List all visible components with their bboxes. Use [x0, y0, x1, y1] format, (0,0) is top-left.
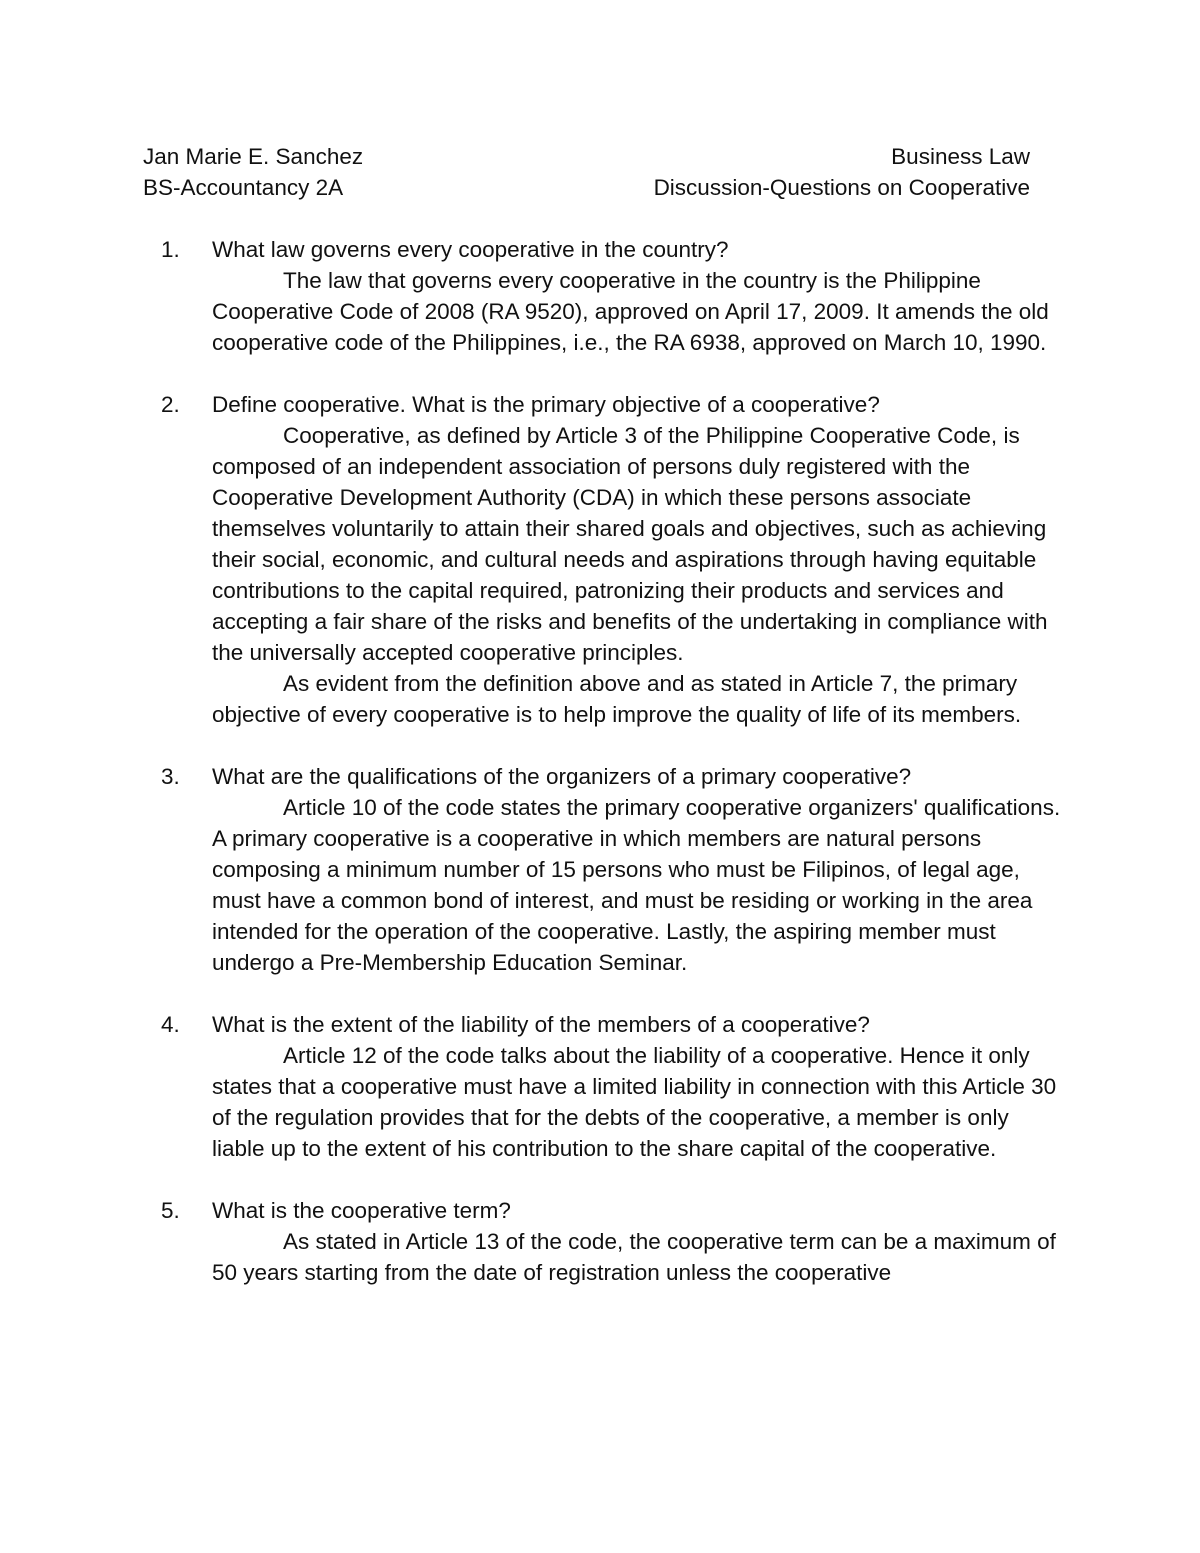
answer-paragraph: Cooperative, as defined by Article 3 of the Philippine Cooperative Code, is composed of an independent association of persons duly registered with the Cooperative Development Authority (CDA) in which these persons associate themselves voluntarily to attain their shared goals and objectives, such as achieving their social, economic, and cultural needs and aspirations through having equitable contributions to the capital required, patronizing their products and services and accepting a fair share of the risks and benefits of the undertaking in compliance with the universally accepted cooperative principles.	[212, 423, 1048, 665]
question-item	[143, 389, 1063, 730]
answer-paragraph: Article 10 of the code states the primary cooperative organizers' qualifications. A primary cooperative is a cooperative in which members are natural persons composing a minimum number of 15 persons who must be Filipinos, of legal age, must have a common bond of interest, and must be residing or working in the area intended for the operation of the cooperative. Lastly, the aspiring member must undergo a Pre-Membership Education Seminar.	[212, 795, 1061, 975]
question-item	[143, 1009, 1063, 1164]
question-list	[143, 234, 1063, 1319]
question-number: 4.	[161, 1012, 180, 1037]
answer-paragraph: Article 12 of the code talks about the liability of a cooperative. Hence it only states that a cooperative must have a limited liability in connection with this Article 30 of the regulation provides that for the debts of the cooperative, a member is only liable up to the extent of his contribution to the share capital of the cooperative.	[212, 1043, 1057, 1161]
question-number: 2.	[161, 392, 180, 417]
document-topic: Discussion-Questions on Cooperative	[653, 175, 1030, 200]
question-number: 1.	[161, 237, 180, 262]
student-course: BS-Accountancy 2A	[143, 175, 344, 200]
answer-paragraph: The law that governs every cooperative in the country is the Philippine Cooperative Code of 2008 (RA 9520), approved on April 17, 2009. It amends the old cooperative code of the Philippines, i.e., the RA 6938, approved on March 10, 1990.	[212, 268, 1049, 355]
question-item	[143, 761, 1063, 978]
question-item	[143, 234, 1063, 358]
question-text: What are the qualifications of the organizers of a primary cooperative?	[212, 764, 912, 789]
question-text: What is the extent of the liability of the members of a cooperative?	[212, 1012, 870, 1037]
subject-title: Business Law	[891, 144, 1030, 169]
answer-paragraph: As evident from the definition above and as stated in Article 7, the primary objective of every cooperative is to help improve the quality of life of its members.	[212, 671, 1022, 727]
question-text: What law governs every cooperative in the country?	[212, 237, 729, 262]
header-row-1	[143, 141, 1030, 172]
question-text: Define cooperative. What is the primary objective of a cooperative?	[212, 392, 880, 417]
question-number: 5.	[161, 1198, 180, 1223]
header-row-2	[143, 172, 1030, 203]
question-item	[143, 1195, 1063, 1288]
question-text: What is the cooperative term?	[212, 1198, 511, 1223]
question-number: 3.	[161, 764, 180, 789]
answer-paragraph: As stated in Article 13 of the code, the cooperative term can be a maximum of 50 years starting from the date of registration unless the cooperative	[212, 1229, 1056, 1285]
student-name: Jan Marie E. Sanchez	[143, 144, 364, 169]
document-header	[143, 141, 1030, 203]
